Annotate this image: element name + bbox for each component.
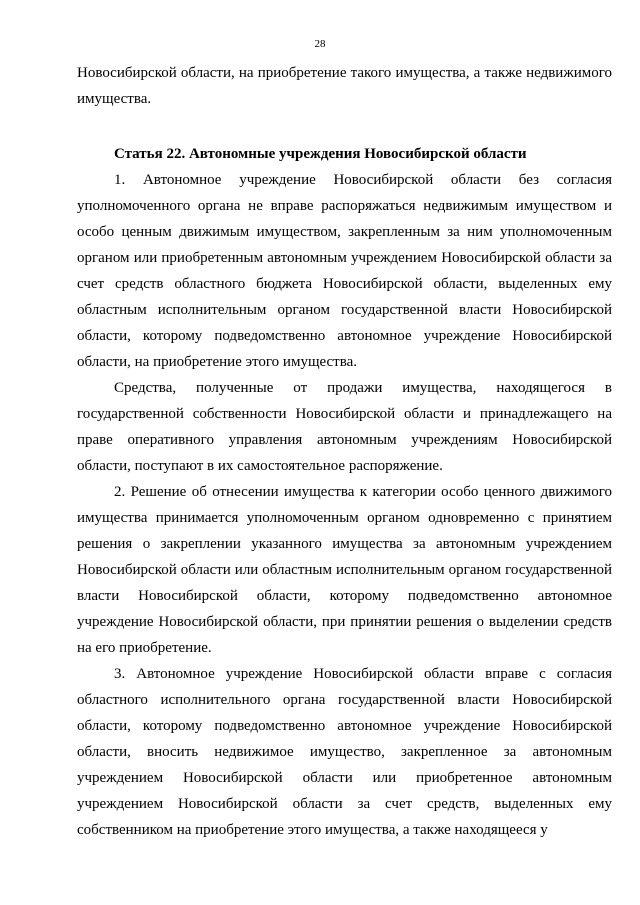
document-body [77, 60, 612, 843]
paragraph-2: 2. Решение об отнесении имущества к категории особо ценного движимого имущества принимается уполномоченным органом одновременно с принятием решения о закреплении указанного имущества за автономным учреждением Новосибирской области или областным исполнительным органом государственной власти Новосибирской области, которому подведомственно автономное учреждение Новосибирской области, при принятии решения о выделении средств на его приобретение. [77, 484, 612, 656]
paragraph-funds: Средства, полученные от продажи имущества, находящегося в государственной собственности Новосибирской области и принадлежащего на праве оперативного управления автономным учреждениям Новосибирской области, поступают в их самостоятельное распоряжение. [77, 380, 612, 474]
paragraph-continuation: Новосибирской области, на приобретение такого имущества, а также недвижимого имущества. [77, 65, 612, 107]
page-number: 28 [314, 38, 326, 50]
article-heading: Статья 22. Автономные учреждения Новосибирской области [114, 146, 527, 162]
paragraph-1: 1. Автономное учреждение Новосибирской области без согласия уполномоченного органа не вправе распоряжаться недвижимым имуществом и особо ценным движимым имуществом, закрепленным за ним уполномоченным органом или приобретенным автономным учреждением Новосибирской области за счет средств областного бюджета Новосибирской области, выделенных ему областным исполнительным органом государственной власти Новосибирской области, которому подведомственно автономное учреждение Новосибирской области, на приобретение этого имущества. [77, 172, 612, 370]
paragraph-3: 3. Автономное учреждение Новосибирской области вправе с согласия областного исполнительного органа государственной власти Новосибирской области, которому подведомственно автономное учреждение Новосибирской области, вносить недвижимое имущество, закрепленное за автономным учреждением Новосибирской области или приобретенное автономным учреждением Новосибирской области за счет средств, выделенных ему собственником на приобретение этого имущества, а также находящееся у [77, 666, 612, 838]
